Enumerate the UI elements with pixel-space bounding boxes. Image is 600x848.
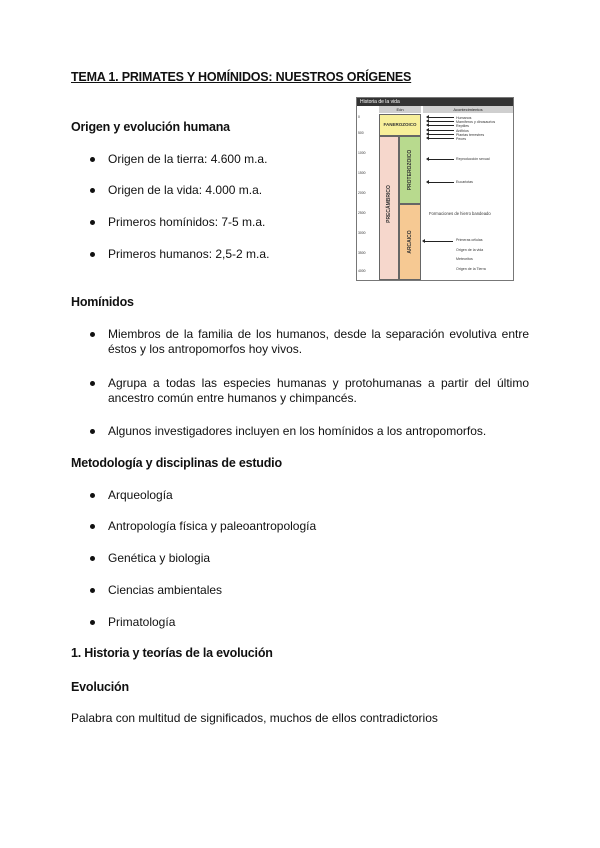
event-label: Eucariotas <box>456 180 473 184</box>
arrow-icon <box>429 138 454 139</box>
event-label: Mamíferos y dinosaurios <box>456 120 496 124</box>
figure-col-events: Acontecimientos <box>423 106 513 113</box>
bullet-icon <box>90 588 95 593</box>
eon-fanerozoico-label: FANEROZOICO <box>383 122 417 127</box>
event-label-bif: Formaciones de hierro bandeado <box>429 211 491 216</box>
bullet-icon <box>90 381 95 386</box>
figure-tick: 4000 <box>358 269 366 273</box>
section-heading-origen: Origen y evolución humana <box>71 120 230 134</box>
event-label: Origen de la vida <box>456 248 484 252</box>
eon-arcaico-label: ARCAICO <box>407 230 413 254</box>
bullet-icon <box>90 556 95 561</box>
arrow-icon <box>429 117 454 118</box>
arrow-icon <box>429 121 454 122</box>
eon-proterozoico-label: PROTEROZOICO <box>407 149 413 191</box>
figure-col-eon: Eón <box>379 106 421 113</box>
bullet-icon <box>90 220 95 225</box>
bullet-icon <box>90 252 95 257</box>
eon-precambrico-label: PRECÁMBRICO <box>386 185 392 223</box>
figure-tick: 3000 <box>358 231 366 235</box>
arrow-icon <box>425 241 453 242</box>
figure-title: Historia de la vida <box>357 98 513 106</box>
section-heading-metodologia: Metodología y disciplinas de estudio <box>71 456 282 470</box>
section-heading-historia: 1. Historia y teorías de la evolución <box>71 646 273 660</box>
arrow-icon <box>429 125 454 126</box>
event-label: Primeras células <box>456 238 483 242</box>
arrow-icon <box>429 182 454 183</box>
bullet-icon <box>90 620 95 625</box>
figure-tick: 0 <box>358 115 360 119</box>
bullet-icon <box>90 188 95 193</box>
arrow-icon <box>429 159 454 160</box>
event-label: Anfibios <box>456 129 469 133</box>
event-label: Humanos <box>456 116 472 120</box>
figure-tick: 1500 <box>358 171 366 175</box>
arrow-icon <box>429 130 454 131</box>
bullet-icon <box>90 493 95 498</box>
arrow-icon <box>429 134 454 135</box>
bullet-icon <box>90 429 95 434</box>
event-label: Meteoritos <box>456 257 473 261</box>
event-label: Peces <box>456 137 466 141</box>
figure-tick: 500 <box>358 131 364 135</box>
figure-tick: 2000 <box>358 191 366 195</box>
bullet-icon <box>90 524 95 529</box>
bullet-icon <box>90 332 95 337</box>
paragraph-evolucion: Palabra con multitud de significados, muchos de ellos contradictorios <box>71 711 438 725</box>
section-heading-evolucion: Evolución <box>71 680 129 694</box>
figure-tick: 1000 <box>358 151 366 155</box>
figure-tick: 3500 <box>358 251 366 255</box>
event-label: Reproducción sexual <box>456 157 490 161</box>
event-label: Origen de la Tierra <box>456 267 486 271</box>
figure-tick: 2500 <box>358 211 366 215</box>
section-heading-hominidos: Homínidos <box>71 295 134 309</box>
bullet-icon <box>90 157 95 162</box>
page-title: TEMA 1. PRIMATES Y HOMÍNIDOS: NUESTROS ORÍGENES <box>71 70 412 84</box>
event-label: Reptiles <box>456 124 469 128</box>
event-label: Plantas terrestres <box>456 133 485 137</box>
history-of-life-figure <box>356 97 514 281</box>
